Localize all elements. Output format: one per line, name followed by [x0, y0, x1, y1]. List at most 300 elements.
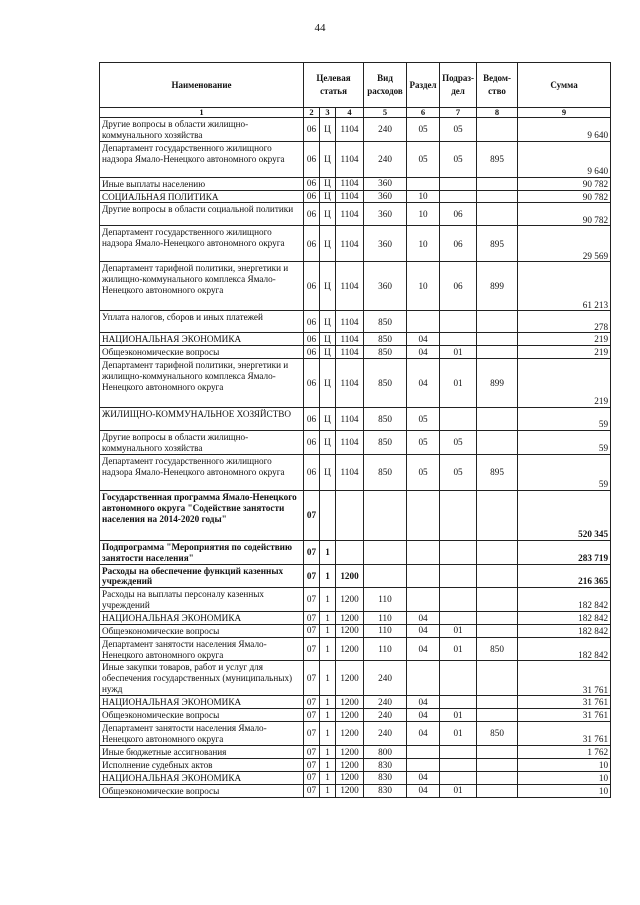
target-item: 1104 — [336, 408, 364, 431]
department-code — [477, 408, 518, 431]
table-row — [100, 588, 611, 612]
row-name: Департамент тарифной политики, энергетики и жилищно-коммунального комплекса Ямало-Ненецкого автономного округа — [100, 262, 304, 311]
target-item: 1200 — [336, 588, 364, 612]
target-subprogram: 1 — [320, 784, 336, 797]
row-amount: 90 782 — [518, 190, 611, 203]
section-code: 04 — [407, 346, 440, 359]
target-subprogram: Ц — [320, 431, 336, 455]
subsection-code — [440, 696, 477, 709]
row-name: Департамент государственного жилищного надзора Ямало-Ненецкого автономного округа — [100, 226, 304, 262]
department-code: 899 — [477, 262, 518, 311]
expense-type — [364, 490, 407, 540]
table-row — [100, 311, 611, 333]
subsection-code: 01 — [440, 709, 477, 722]
header-department: Ведом-ство — [477, 63, 518, 108]
table-row — [100, 333, 611, 346]
target-item: 1200 — [336, 722, 364, 746]
section-code — [407, 746, 440, 759]
target-subprogram: 1 — [320, 696, 336, 709]
department-code: 895 — [477, 454, 518, 490]
subsection-code — [440, 311, 477, 333]
row-amount: 182 842 — [518, 624, 611, 637]
table-row — [100, 564, 611, 588]
department-code — [477, 118, 518, 142]
table-header-row — [100, 63, 611, 108]
section-code: 05 — [407, 408, 440, 431]
expense-type: 850 — [364, 333, 407, 346]
section-code: 04 — [407, 359, 440, 408]
subsection-code: 01 — [440, 637, 477, 661]
section-code — [407, 490, 440, 540]
expense-type: 360 — [364, 262, 407, 311]
table-row — [100, 771, 611, 784]
target-program: 07 — [304, 612, 320, 625]
section-code — [407, 311, 440, 333]
subsection-code — [440, 564, 477, 588]
target-subprogram: Ц — [320, 359, 336, 408]
target-program: 07 — [304, 771, 320, 784]
section-code: 04 — [407, 709, 440, 722]
row-name: Общеэкономические вопросы — [100, 624, 304, 637]
row-amount: 219 — [518, 359, 611, 408]
section-code: 04 — [407, 771, 440, 784]
target-item: 1200 — [336, 696, 364, 709]
target-item: 1104 — [336, 141, 364, 177]
target-item: 1104 — [336, 118, 364, 142]
target-subprogram: 1 — [320, 722, 336, 746]
target-subprogram: 1 — [320, 759, 336, 772]
department-code: 895 — [477, 141, 518, 177]
row-amount: 29 569 — [518, 226, 611, 262]
budget-table — [99, 62, 611, 798]
row-amount: 219 — [518, 333, 611, 346]
department-code — [477, 333, 518, 346]
expense-type: 850 — [364, 408, 407, 431]
subsection-code — [440, 612, 477, 625]
department-code — [477, 564, 518, 588]
subsection-code: 01 — [440, 346, 477, 359]
row-name: Расходы на обеспечение функций казенных учреждений — [100, 564, 304, 588]
target-program: 07 — [304, 588, 320, 612]
target-program: 06 — [304, 203, 320, 226]
target-subprogram: Ц — [320, 262, 336, 311]
target-item: 1104 — [336, 177, 364, 190]
row-amount: 59 — [518, 431, 611, 455]
subsection-code: 06 — [440, 226, 477, 262]
row-name: НАЦИОНАЛЬНАЯ ЭКОНОМИКА — [100, 333, 304, 346]
page-number: 44 — [314, 22, 326, 34]
row-amount: 1 762 — [518, 746, 611, 759]
target-item — [336, 540, 364, 564]
row-name: СОЦИАЛЬНАЯ ПОЛИТИКА — [100, 190, 304, 203]
subsection-code: 06 — [440, 262, 477, 311]
subsection-code: 05 — [440, 431, 477, 455]
target-program: 06 — [304, 359, 320, 408]
expense-type: 360 — [364, 190, 407, 203]
row-name: НАЦИОНАЛЬНАЯ ЭКОНОМИКА — [100, 612, 304, 625]
row-amount: 10 — [518, 784, 611, 797]
section-code — [407, 759, 440, 772]
subsection-code: 01 — [440, 624, 477, 637]
section-code: 04 — [407, 624, 440, 637]
target-program: 07 — [304, 722, 320, 746]
table-row — [100, 141, 611, 177]
target-program: 07 — [304, 540, 320, 564]
table-row — [100, 759, 611, 772]
expense-type: 850 — [364, 431, 407, 455]
section-code: 04 — [407, 612, 440, 625]
expense-type: 830 — [364, 784, 407, 797]
target-program: 06 — [304, 408, 320, 431]
row-amount: 10 — [518, 771, 611, 784]
row-amount: 59 — [518, 454, 611, 490]
target-subprogram: Ц — [320, 177, 336, 190]
target-program: 07 — [304, 637, 320, 661]
subsection-code — [440, 588, 477, 612]
department-code — [477, 431, 518, 455]
department-code — [477, 177, 518, 190]
expense-type: 360 — [364, 177, 407, 190]
department-code — [477, 346, 518, 359]
row-name: Другие вопросы в области социальной политики — [100, 203, 304, 226]
target-program: 06 — [304, 431, 320, 455]
section-code — [407, 177, 440, 190]
section-code — [407, 564, 440, 588]
table-row — [100, 118, 611, 142]
department-code — [477, 311, 518, 333]
target-subprogram: 1 — [320, 540, 336, 564]
target-item: 1200 — [336, 564, 364, 588]
target-subprogram: Ц — [320, 203, 336, 226]
target-subprogram: Ц — [320, 118, 336, 142]
section-code: 04 — [407, 784, 440, 797]
subsection-code: 01 — [440, 359, 477, 408]
department-code — [477, 759, 518, 772]
row-amount: 31 761 — [518, 696, 611, 709]
table-row — [100, 454, 611, 490]
subsection-code — [440, 759, 477, 772]
row-name: Департамент тарифной политики, энергетики и жилищно-коммунального комплекса Ямало-Ненецкого автономного округа — [100, 359, 304, 408]
target-subprogram: Ц — [320, 311, 336, 333]
target-item: 1104 — [336, 346, 364, 359]
row-name: НАЦИОНАЛЬНАЯ ЭКОНОМИКА — [100, 771, 304, 784]
table-row — [100, 661, 611, 696]
target-program: 06 — [304, 118, 320, 142]
table-row — [100, 540, 611, 564]
section-code: 04 — [407, 637, 440, 661]
target-item: 1200 — [336, 709, 364, 722]
subsection-code — [440, 771, 477, 784]
row-amount: 182 842 — [518, 637, 611, 661]
target-program: 06 — [304, 454, 320, 490]
target-item: 1104 — [336, 359, 364, 408]
target-program: 07 — [304, 746, 320, 759]
expense-type: 360 — [364, 226, 407, 262]
expense-type: 110 — [364, 637, 407, 661]
target-subprogram: Ц — [320, 333, 336, 346]
section-code: 04 — [407, 722, 440, 746]
row-amount: 9 640 — [518, 118, 611, 142]
target-item: 1104 — [336, 311, 364, 333]
subsection-code — [440, 408, 477, 431]
expense-type: 850 — [364, 359, 407, 408]
target-subprogram: 1 — [320, 746, 336, 759]
table-row — [100, 408, 611, 431]
row-amount: 219 — [518, 346, 611, 359]
header-name: Наименование — [100, 63, 304, 108]
row-name: Департамент занятости населения Ямало-Ненецкого автономного округа — [100, 637, 304, 661]
table-row — [100, 722, 611, 746]
expense-type: 850 — [364, 311, 407, 333]
column-number: 1 — [100, 108, 304, 118]
expense-type: 240 — [364, 722, 407, 746]
row-name: Департамент занятости населения Ямало-Ненецкого автономного округа — [100, 722, 304, 746]
target-subprogram: 1 — [320, 661, 336, 696]
target-subprogram: Ц — [320, 226, 336, 262]
expense-type: 830 — [364, 771, 407, 784]
target-item: 1200 — [336, 784, 364, 797]
expense-type: 240 — [364, 661, 407, 696]
target-program: 06 — [304, 346, 320, 359]
target-item: 1200 — [336, 759, 364, 772]
row-name: Иные выплаты населению — [100, 177, 304, 190]
target-subprogram: Ц — [320, 408, 336, 431]
row-amount: 182 842 — [518, 588, 611, 612]
target-subprogram: Ц — [320, 454, 336, 490]
department-code — [477, 588, 518, 612]
target-program: 07 — [304, 784, 320, 797]
department-code — [477, 784, 518, 797]
department-code — [477, 771, 518, 784]
row-name: ЖИЛИЩНО-КОММУНАЛЬНОЕ ХОЗЯЙСТВО — [100, 408, 304, 431]
department-code — [477, 661, 518, 696]
section-code: 04 — [407, 696, 440, 709]
table-row — [100, 190, 611, 203]
subsection-code: 01 — [440, 722, 477, 746]
target-item: 1104 — [336, 262, 364, 311]
row-name: НАЦИОНАЛЬНАЯ ЭКОНОМИКА — [100, 696, 304, 709]
expense-type: 240 — [364, 118, 407, 142]
subsection-code — [440, 190, 477, 203]
row-name: Общеэкономические вопросы — [100, 346, 304, 359]
section-code — [407, 661, 440, 696]
table-row — [100, 637, 611, 661]
expense-type: 110 — [364, 612, 407, 625]
header-expense-type: Вид расходов — [364, 63, 407, 108]
subsection-code: 05 — [440, 118, 477, 142]
column-number: 9 — [518, 108, 611, 118]
header-target: Целевая статья — [304, 63, 364, 108]
table-row — [100, 177, 611, 190]
target-program: 07 — [304, 696, 320, 709]
subsection-code: 05 — [440, 141, 477, 177]
section-code: 05 — [407, 454, 440, 490]
subsection-code — [440, 177, 477, 190]
row-amount: 31 761 — [518, 661, 611, 696]
section-code: 05 — [407, 118, 440, 142]
target-subprogram: Ц — [320, 346, 336, 359]
target-subprogram: 1 — [320, 771, 336, 784]
department-code: 895 — [477, 226, 518, 262]
department-code — [477, 203, 518, 226]
expense-type — [364, 540, 407, 564]
department-code — [477, 624, 518, 637]
subsection-code — [440, 661, 477, 696]
subsection-code — [440, 540, 477, 564]
table-row — [100, 359, 611, 408]
section-code: 10 — [407, 203, 440, 226]
department-code — [477, 696, 518, 709]
row-name: Государственная программа Ямало-Ненецкого автономного округа "Содействие занятости населения на 2014-2020 годы" — [100, 490, 304, 540]
target-subprogram: Ц — [320, 190, 336, 203]
section-code: 05 — [407, 141, 440, 177]
subsection-code: 01 — [440, 784, 477, 797]
table-row — [100, 490, 611, 540]
target-subprogram: Ц — [320, 141, 336, 177]
department-code — [477, 190, 518, 203]
row-name: Подпрограмма "Мероприятия по содействию занятости населения" — [100, 540, 304, 564]
subsection-code — [440, 490, 477, 540]
row-name: Департамент государственного жилищного надзора Ямало-Ненецкого автономного округа — [100, 454, 304, 490]
expense-type: 240 — [364, 696, 407, 709]
section-code — [407, 540, 440, 564]
target-program: 07 — [304, 759, 320, 772]
target-program: 06 — [304, 141, 320, 177]
subsection-code: 06 — [440, 203, 477, 226]
row-name: Общеэкономические вопросы — [100, 709, 304, 722]
target-item: 1200 — [336, 746, 364, 759]
row-name: Общеэкономические вопросы — [100, 784, 304, 797]
target-item: 1104 — [336, 190, 364, 203]
target-item: 1200 — [336, 771, 364, 784]
table-row — [100, 696, 611, 709]
target-subprogram: 1 — [320, 564, 336, 588]
row-amount: 10 — [518, 759, 611, 772]
table-body — [100, 118, 611, 798]
department-code: 850 — [477, 722, 518, 746]
target-item: 1200 — [336, 661, 364, 696]
target-item: 1200 — [336, 624, 364, 637]
row-name: Исполнение судебных актов — [100, 759, 304, 772]
subsection-code — [440, 746, 477, 759]
row-amount: 31 761 — [518, 709, 611, 722]
subsection-code — [440, 333, 477, 346]
section-code — [407, 588, 440, 612]
target-program: 06 — [304, 262, 320, 311]
table-row — [100, 784, 611, 797]
column-number-row — [100, 108, 611, 118]
header-subsection: Подраз-дел — [440, 63, 477, 108]
section-code: 10 — [407, 190, 440, 203]
column-number: 7 — [440, 108, 477, 118]
row-amount: 61 213 — [518, 262, 611, 311]
row-name: Уплата налогов, сборов и иных платежей — [100, 311, 304, 333]
row-name: Другие вопросы в области жилищно-коммунального хозяйства — [100, 431, 304, 455]
expense-type: 240 — [364, 141, 407, 177]
row-amount: 520 345 — [518, 490, 611, 540]
row-amount: 182 842 — [518, 612, 611, 625]
target-program: 07 — [304, 709, 320, 722]
target-program: 06 — [304, 190, 320, 203]
target-subprogram: 1 — [320, 612, 336, 625]
target-item: 1200 — [336, 612, 364, 625]
expense-type: 360 — [364, 203, 407, 226]
target-program: 07 — [304, 564, 320, 588]
target-program: 06 — [304, 311, 320, 333]
table-row — [100, 262, 611, 311]
target-program: 07 — [304, 661, 320, 696]
expense-type: 800 — [364, 746, 407, 759]
table-row — [100, 431, 611, 455]
expense-type: 110 — [364, 588, 407, 612]
department-code — [477, 490, 518, 540]
section-code: 04 — [407, 333, 440, 346]
row-amount: 216 365 — [518, 564, 611, 588]
department-code — [477, 709, 518, 722]
row-amount: 283 719 — [518, 540, 611, 564]
row-name: Иные закупки товаров, работ и услуг для обеспечения государственных (муниципальных) нужд — [100, 661, 304, 696]
department-code: 899 — [477, 359, 518, 408]
row-name: Департамент государственного жилищного надзора Ямало-Ненецкого автономного округа — [100, 141, 304, 177]
row-amount: 90 782 — [518, 177, 611, 190]
department-code: 850 — [477, 637, 518, 661]
table-row — [100, 226, 611, 262]
row-amount: 31 761 — [518, 722, 611, 746]
expense-type: 850 — [364, 454, 407, 490]
row-amount: 59 — [518, 408, 611, 431]
subsection-code: 05 — [440, 454, 477, 490]
target-item: 1104 — [336, 226, 364, 262]
target-item — [336, 490, 364, 540]
row-amount: 90 782 — [518, 203, 611, 226]
target-subprogram — [320, 490, 336, 540]
column-number: 4 — [336, 108, 364, 118]
expense-type: 110 — [364, 624, 407, 637]
target-item: 1104 — [336, 203, 364, 226]
section-code: 05 — [407, 431, 440, 455]
department-code — [477, 540, 518, 564]
column-number: 6 — [407, 108, 440, 118]
target-subprogram: 1 — [320, 588, 336, 612]
section-code: 10 — [407, 226, 440, 262]
expense-type: 240 — [364, 709, 407, 722]
table-row — [100, 612, 611, 625]
row-name: Другие вопросы в области жилищно-коммунального хозяйства — [100, 118, 304, 142]
row-amount: 9 640 — [518, 141, 611, 177]
expense-type: 850 — [364, 346, 407, 359]
department-code — [477, 612, 518, 625]
section-code: 10 — [407, 262, 440, 311]
row-name: Иные бюджетные ассигнования — [100, 746, 304, 759]
row-amount: 278 — [518, 311, 611, 333]
expense-type: 830 — [364, 759, 407, 772]
target-program: 06 — [304, 333, 320, 346]
target-subprogram: 1 — [320, 709, 336, 722]
target-item: 1104 — [336, 431, 364, 455]
table-row — [100, 346, 611, 359]
row-name: Расходы на выплаты персоналу казенных учреждений — [100, 588, 304, 612]
column-number: 5 — [364, 108, 407, 118]
column-number: 2 — [304, 108, 320, 118]
table-row — [100, 624, 611, 637]
department-code — [477, 746, 518, 759]
table-row — [100, 746, 611, 759]
target-item: 1104 — [336, 333, 364, 346]
target-program: 07 — [304, 624, 320, 637]
target-subprogram: 1 — [320, 637, 336, 661]
target-item: 1104 — [336, 454, 364, 490]
target-program: 06 — [304, 226, 320, 262]
